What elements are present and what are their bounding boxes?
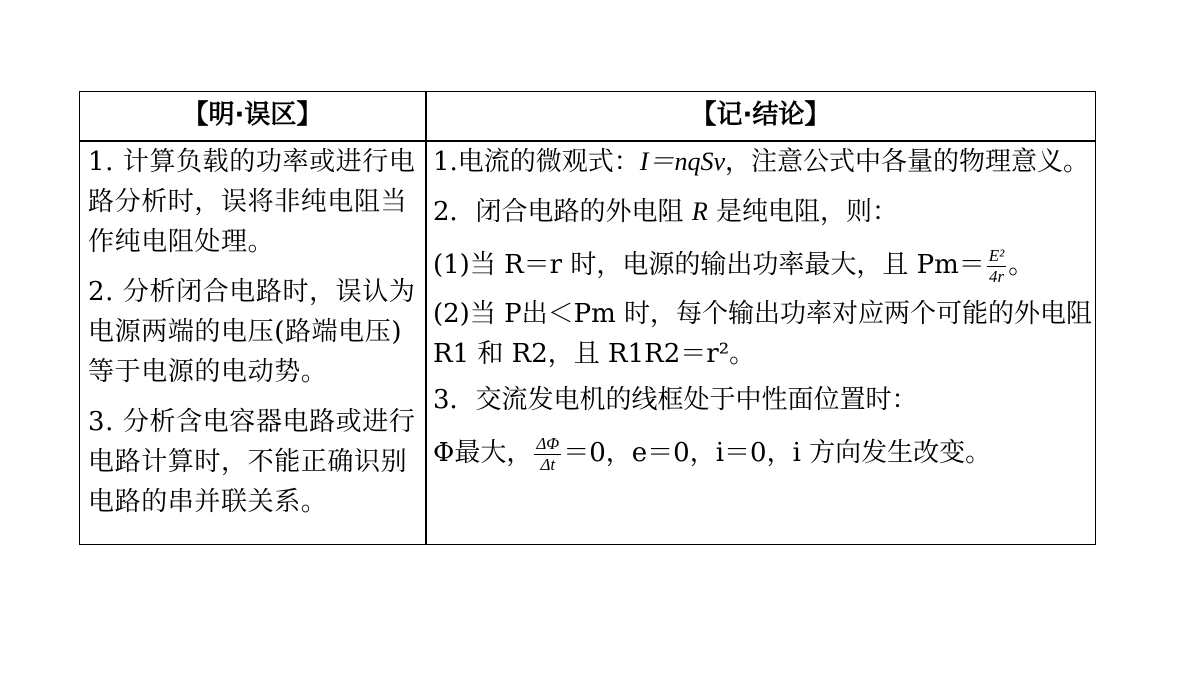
column-divider: [425, 92, 427, 544]
header-misconceptions: 【明·误区】: [182, 100, 323, 130]
summary-table: [79, 91, 1096, 545]
misconceptions-cell: [88, 142, 424, 522]
current-micro-formula: I＝nqSv: [639, 147, 726, 176]
conclusion-2a-text: (1)当 R＝r 时，电源的输出功率最大，且 Pm＝: [433, 250, 985, 280]
conclusion-1: [433, 142, 1093, 182]
conclusion-3: [433, 430, 1093, 476]
power-max-numerator: E²: [988, 245, 1005, 265]
flux-rate-fraction: [534, 434, 561, 475]
conclusion-1-prefix: 1.电流的微观式：: [433, 147, 640, 177]
flux-rate-denominator: Δt: [540, 454, 556, 474]
power-max-fraction: [987, 246, 1006, 287]
header-conclusions: 【记·结论】: [690, 100, 831, 130]
conclusion-2-suffix: 是纯电阻，则：: [707, 197, 898, 227]
conclusions-cell: [433, 142, 1093, 476]
conclusion-2a: [433, 242, 1093, 288]
misconception-3: 3. 分析含电容器电路或进行电路计算时，不能正确识别电路的串并联关系。: [88, 407, 416, 517]
misconception-2: 2. 分析闭合电路时，误认为电源两端的电压(路端电压)等于电源的电动势。: [88, 277, 416, 387]
conclusion-2: [433, 192, 1093, 232]
conclusion-2-prefix: 2．闭合电路的外电阻: [433, 197, 692, 227]
flux-rate-numerator: ΔΦ: [536, 433, 560, 453]
conclusion-2-var: R: [691, 197, 708, 226]
conclusion-3-suffix: ＝0，e＝0，i＝0，i 方向发生改变。: [563, 438, 992, 468]
conclusion-3-title: 3．交流发电机的线框处于中性面位置时：: [433, 385, 918, 415]
conclusion-1-suffix: ，注意公式中各量的物理意义。: [725, 147, 1090, 177]
conclusion-2b: (2)当 P出＜Pm 时，每个输出功率对应两个可能的外电阻 R1 和 R2，且 R1R2＝r²。: [433, 299, 1093, 369]
power-max-denominator: 4r: [988, 266, 1005, 286]
misconception-1: 1. 计算负载的功率或进行电路分析时，误将非纯电阻当作纯电阻处理。: [88, 147, 416, 257]
conclusion-2a-end: 。: [1008, 250, 1035, 280]
conclusion-3-prefix: Φ最大，: [433, 438, 533, 468]
